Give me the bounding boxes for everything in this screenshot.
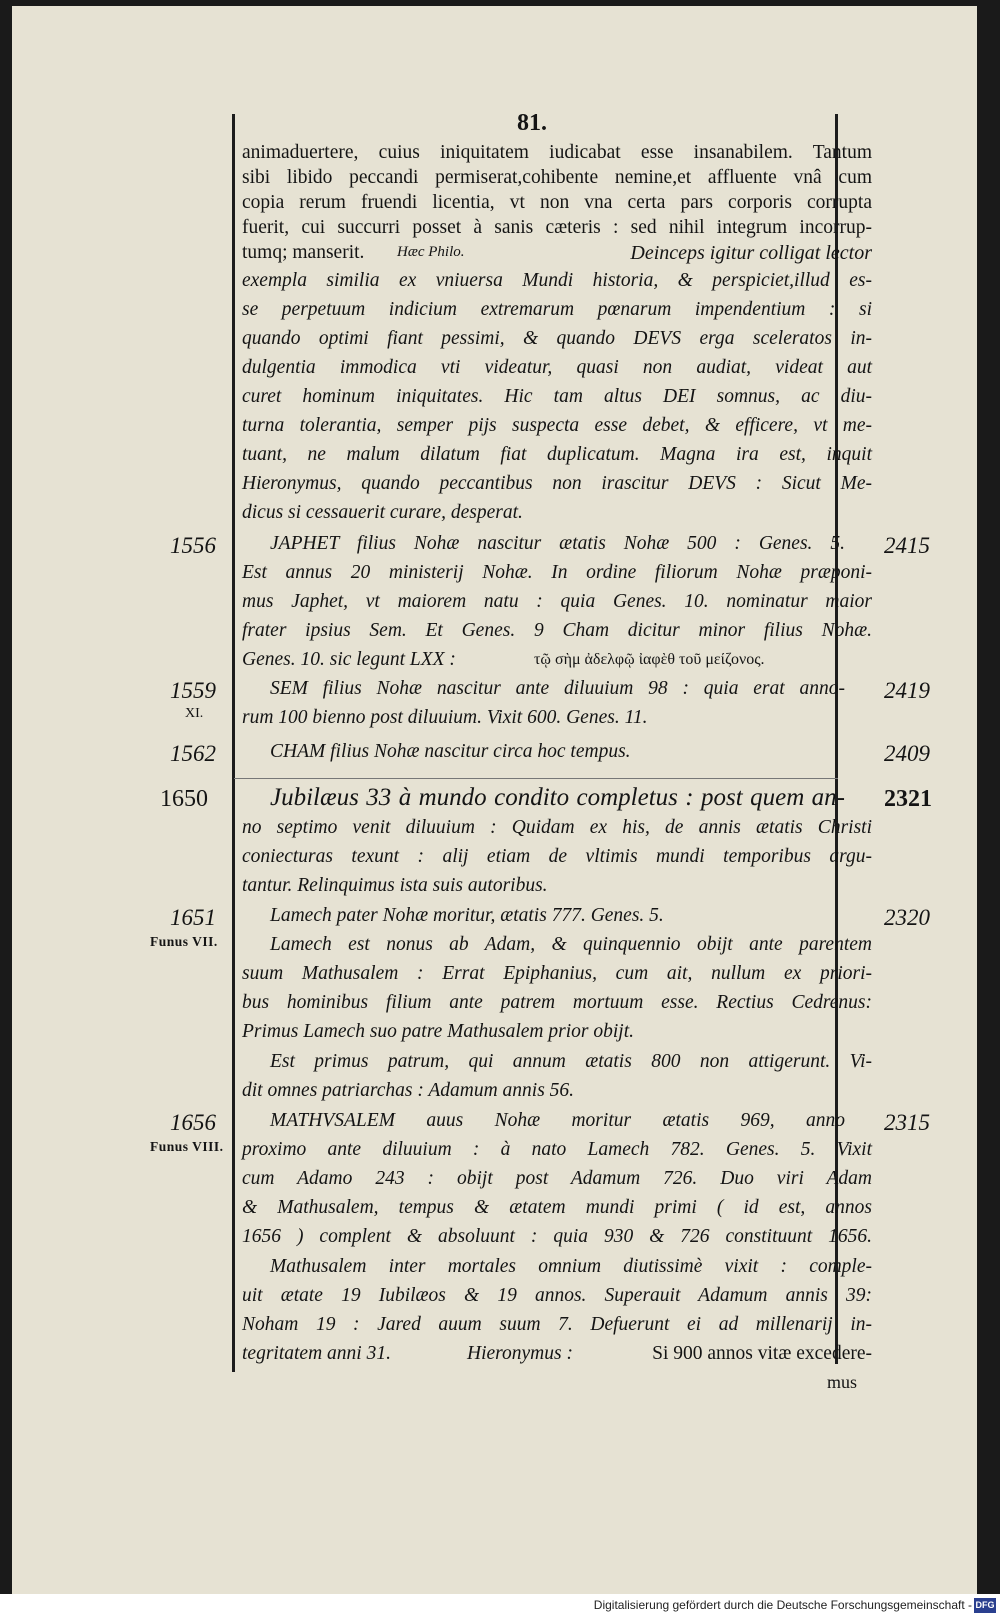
margin-year: 1556 <box>170 533 216 558</box>
entry-line: CHAM filius Nohæ nascitur circa hoc tempus. <box>270 741 631 762</box>
text-line: mus Japhet, vt maiorem natu : quia Genes. 10. nominatur maior <box>242 591 872 612</box>
text-line: Mathusalem inter mortales omnium diutissimè vixit : comple- <box>270 1256 872 1277</box>
catchword: mus <box>827 1372 858 1392</box>
text-line: dulgentia immodica vti videatur, quasi non audiat, videat aut <box>242 357 872 378</box>
text-line: tegritatem anni 31. <box>242 1343 391 1364</box>
page-number: 81. <box>517 110 547 136</box>
entry-separator <box>234 778 838 779</box>
text-line: cum Adamo 243 : obijt post Adamum 726. Duo viri Adam <box>242 1168 872 1189</box>
greek-quotation: τῷ σὴμ ἀδελφῷ ἰαφὲθ τοῦ μείζονος. <box>534 651 765 668</box>
text-line: Hieronymus : <box>467 1343 573 1364</box>
text-line: turna tolerantia, semper pijs suspecta esse debet, & efficere, vt me- <box>242 415 872 436</box>
text-line: curet hominum iniquitates. Hic tam altus DEI somnus, ac diu- <box>242 386 872 407</box>
text-line: fuerit, cui succurri posset à sanis cæteris : sed nihil integrum incorrup- <box>242 217 872 238</box>
entry-line: Lamech pater Nohæ moritur, ætatis 777. Genes. 5. <box>270 905 664 926</box>
text-line: quando optimi fiant pessimi, & quando DEVS erga sceleratos in- <box>242 328 872 349</box>
margin-year: 1656 <box>170 1110 216 1135</box>
source-citation: Hæc Philo. <box>397 244 465 260</box>
text-line: copia rerum fruendi licentia, vt non vna certa pars corporis corrupta <box>242 192 872 213</box>
anno-mundi: 2315 <box>884 1110 930 1135</box>
anno-mundi: 2419 <box>884 678 930 703</box>
margin-year: 1559 <box>170 678 216 703</box>
margin-generation: XI. <box>185 706 204 721</box>
text-line: Deinceps igitur colligat lector <box>630 242 872 264</box>
text-line: rum 100 bienno post diluuium. Vixit 600. Genes. 11. <box>242 707 648 728</box>
text-line: bus hominibus filium ante patrem mortuum esse. Rectius Cedrenus: <box>242 992 872 1013</box>
text-line: dicus si cessauerit curare, desperat. <box>242 502 523 523</box>
left-column-rule <box>232 114 235 1372</box>
text-line: Noham 19 : Jared auum suum 7. Defuerunt ei ad millenarij in- <box>242 1314 872 1335</box>
entry-line: MATHVSALEM auus Nohæ moritur ætatis 969, anno <box>270 1110 845 1131</box>
digitization-footer <box>0 1594 1000 1618</box>
margin-year: 1650 <box>160 786 208 812</box>
text-line: tuant, ne malum dilatum fiat duplicatum. Magna ira est, inquit <box>242 444 872 465</box>
book-page <box>12 6 977 1594</box>
margin-year: 1651 <box>170 905 216 930</box>
text-line: Est primus patrum, qui annum ætatis 800 non attigerunt. Vi- <box>270 1051 872 1072</box>
text-line: 1656 ) complent & absoluunt : quia 930 & 726 constituunt 1656. <box>242 1226 872 1247</box>
text-line: Est annus 20 ministerij Nohæ. In ordine filiorum Nohæ præponi- <box>242 562 872 583</box>
text-line: Primus Lamech suo patre Mathusalem prior obijt. <box>242 1021 634 1042</box>
text-line: no septimo venit diluuium : Quidam ex his, de annis ætatis Christi <box>242 817 872 838</box>
dfg-logo: DFG <box>974 1598 996 1613</box>
margin-year: 1562 <box>170 741 216 766</box>
anno-mundi: 2321 <box>884 786 932 812</box>
footer-text: Digitalisierung gefördert durch die Deutsche Forschungsgemeinschaft - <box>593 1598 972 1612</box>
text-line: animaduertere, cuius iniquitatem iudicabat esse insanabilem. Tantum <box>242 142 872 163</box>
text-line: & Mathusalem, tempus & ætatem mundi primi ( id est, annos <box>242 1197 872 1218</box>
text-line: uit ætate 19 Iubilæos & 19 annos. Superauit Adamum annis 39: <box>242 1285 872 1306</box>
text-line: coniecturas texunt : alij etiam de vltimis mundi temporibus argu- <box>242 846 872 867</box>
anno-mundi: 2320 <box>884 905 930 930</box>
text-line: proximo ante diluuium : à nato Lamech 782. Genes. 5. Vixit <box>242 1139 872 1160</box>
text-line: Genes. 10. sic legunt LXX : <box>242 649 456 670</box>
text-line: suum Mathusalem : Errat Epiphanius, cum ait, nullum ex priori- <box>242 963 872 984</box>
funus-label: Funus VII. <box>150 934 218 949</box>
text-line: Si 900 annos vitæ excedere- <box>652 1343 872 1364</box>
text-line: Lamech est nonus ab Adam, & quinquennio obijt ante parentem <box>270 934 872 955</box>
funus-label: Funus VIII. <box>150 1139 224 1154</box>
entry-line: Jubilæus 33 à mundo condito completus : post quem an- <box>270 784 845 811</box>
text-line: exempla similia ex vniuersa Mundi historia, & perspiciet,illud es- <box>242 270 872 291</box>
anno-mundi: 2409 <box>884 741 930 766</box>
text-line: se perpetuum indicium extremarum pœnarum impendentium : si <box>242 299 872 320</box>
entry-line: SEM filius Nohæ nascitur ante diluuium 98 : quia erat anno- <box>270 678 845 699</box>
text-line: sibi libido peccandi permiserat,cohibente nemine,et affluente vnâ cum <box>242 167 872 188</box>
text-line: frater ipsius Sem. Et Genes. 9 Cham dicitur minor filius Nohæ. <box>242 620 872 641</box>
entry-line: JAPHET filius Nohæ nascitur ætatis Nohæ 500 : Genes. 5. <box>270 533 845 554</box>
text-line: tantur. Relinquimus ista suis autoribus. <box>242 875 548 896</box>
anno-mundi: 2415 <box>884 533 930 558</box>
text-line: Hieronymus, quando peccantibus non irascitur DEVS : Sicut Me- <box>242 473 872 494</box>
text-line: tumq; manserit. <box>242 242 365 263</box>
text-line: dit omnes patriarchas : Adamum annis 56. <box>242 1080 575 1101</box>
